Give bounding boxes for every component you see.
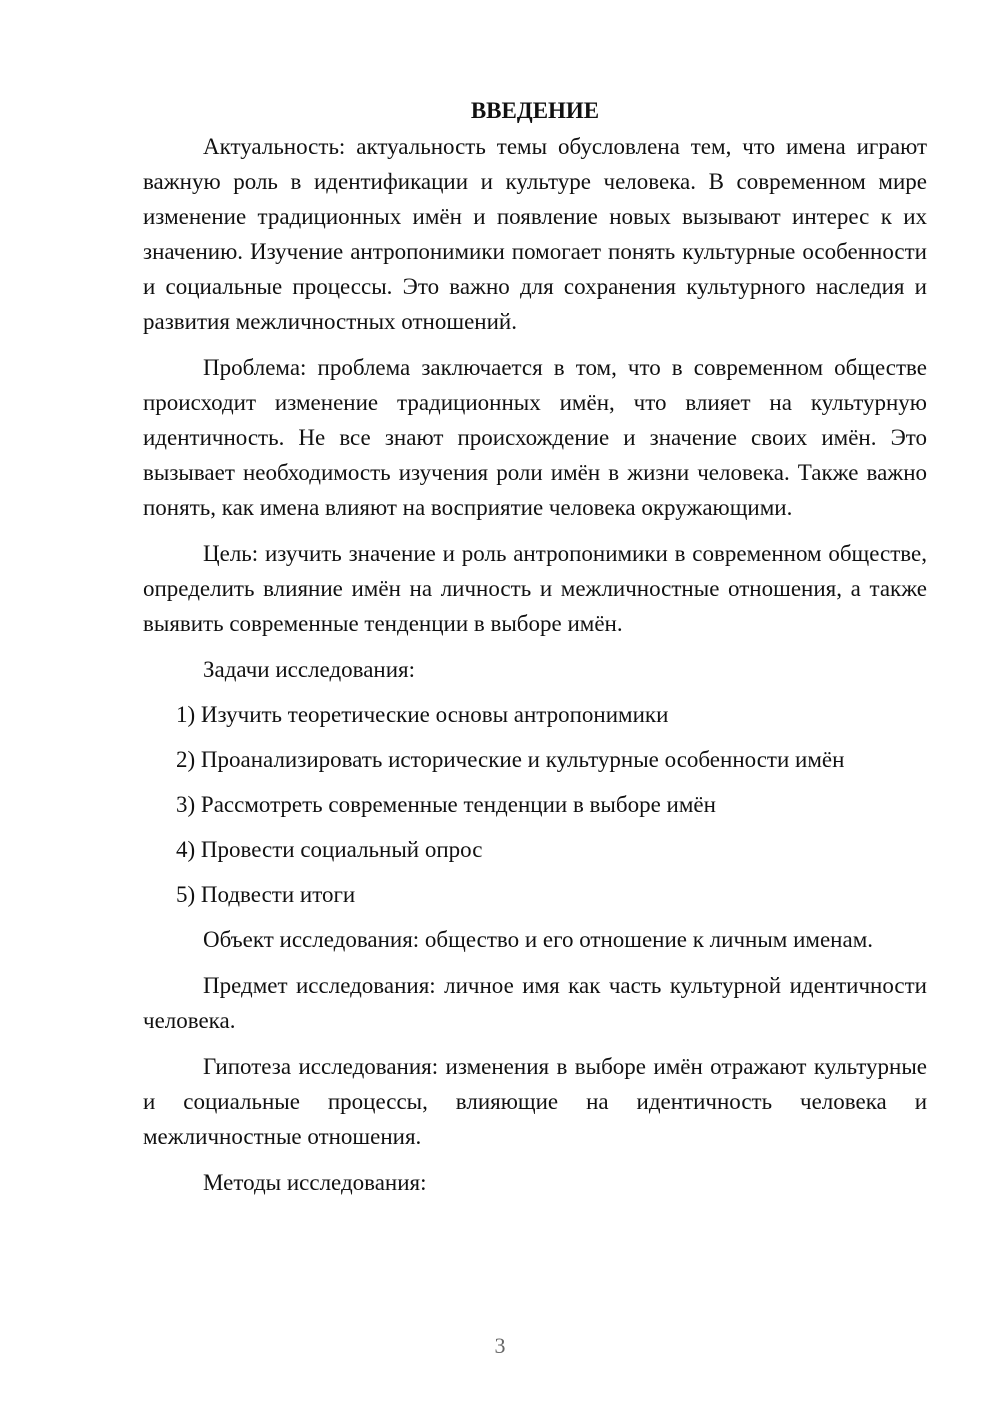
hypothesis-paragraph: Гипотеза исследования: изменения в выборе имён отражают культурные и социальные процессы, влияющие на идентичность человека и межличностные отношения. bbox=[143, 1054, 927, 1149]
list-item: 1) Изучить теоретические основы антропонимики bbox=[176, 702, 669, 727]
methods-title: Методы исследования: bbox=[203, 1170, 427, 1195]
page-title: ВВЕДЕНИЕ bbox=[470, 98, 600, 123]
relevance-paragraph: Актуальность: актуальность темы обусловлена тем, что имена играют важную роль в идентификации и культуре человека. В современном мире изменение традиционных имён и появление новых вызывают интерес к их значению. Изучение антропонимики помогает понять культурные особенности и социальные процессы. Это важно для сохранения культурного наследия и развития межличностных отношений. bbox=[143, 134, 927, 334]
problem-paragraph: Проблема: проблема заключается в том, что в современном обществе происходит изменение традиционных имён, что влияет на культурную идентичность. Не все знают происхождение и значение своих имён. Это вызывает необходимость изучения роли имён в жизни человека. Также важно понять, как имена влияют на восприятие человека окружающими. bbox=[143, 355, 927, 520]
list-item: 4) Провести социальный опрос bbox=[176, 837, 483, 862]
tasks-title: Задачи исследования: bbox=[203, 657, 416, 682]
object-paragraph: Объект исследования: общество и его отношение к личным именам. bbox=[203, 927, 873, 952]
page-content bbox=[143, 93, 927, 1210]
page-number: 3 bbox=[494, 1333, 506, 1358]
subject-paragraph: Предмет исследования: личное имя как часть культурной идентичности человека. bbox=[143, 973, 927, 1033]
list-item: 2) Проанализировать исторические и культурные особенности имён bbox=[176, 747, 845, 772]
tasks-list bbox=[143, 697, 927, 912]
goal-paragraph: Цель: изучить значение и роль антропонимики в современном обществе, определить влияние имён на личность и межличностные отношения, а также выявить современные тенденции в выборе имён. bbox=[143, 541, 927, 636]
list-item: 5) Подвести итоги bbox=[176, 882, 356, 907]
list-item: 3) Рассмотреть современные тенденции в выборе имён bbox=[176, 792, 716, 817]
